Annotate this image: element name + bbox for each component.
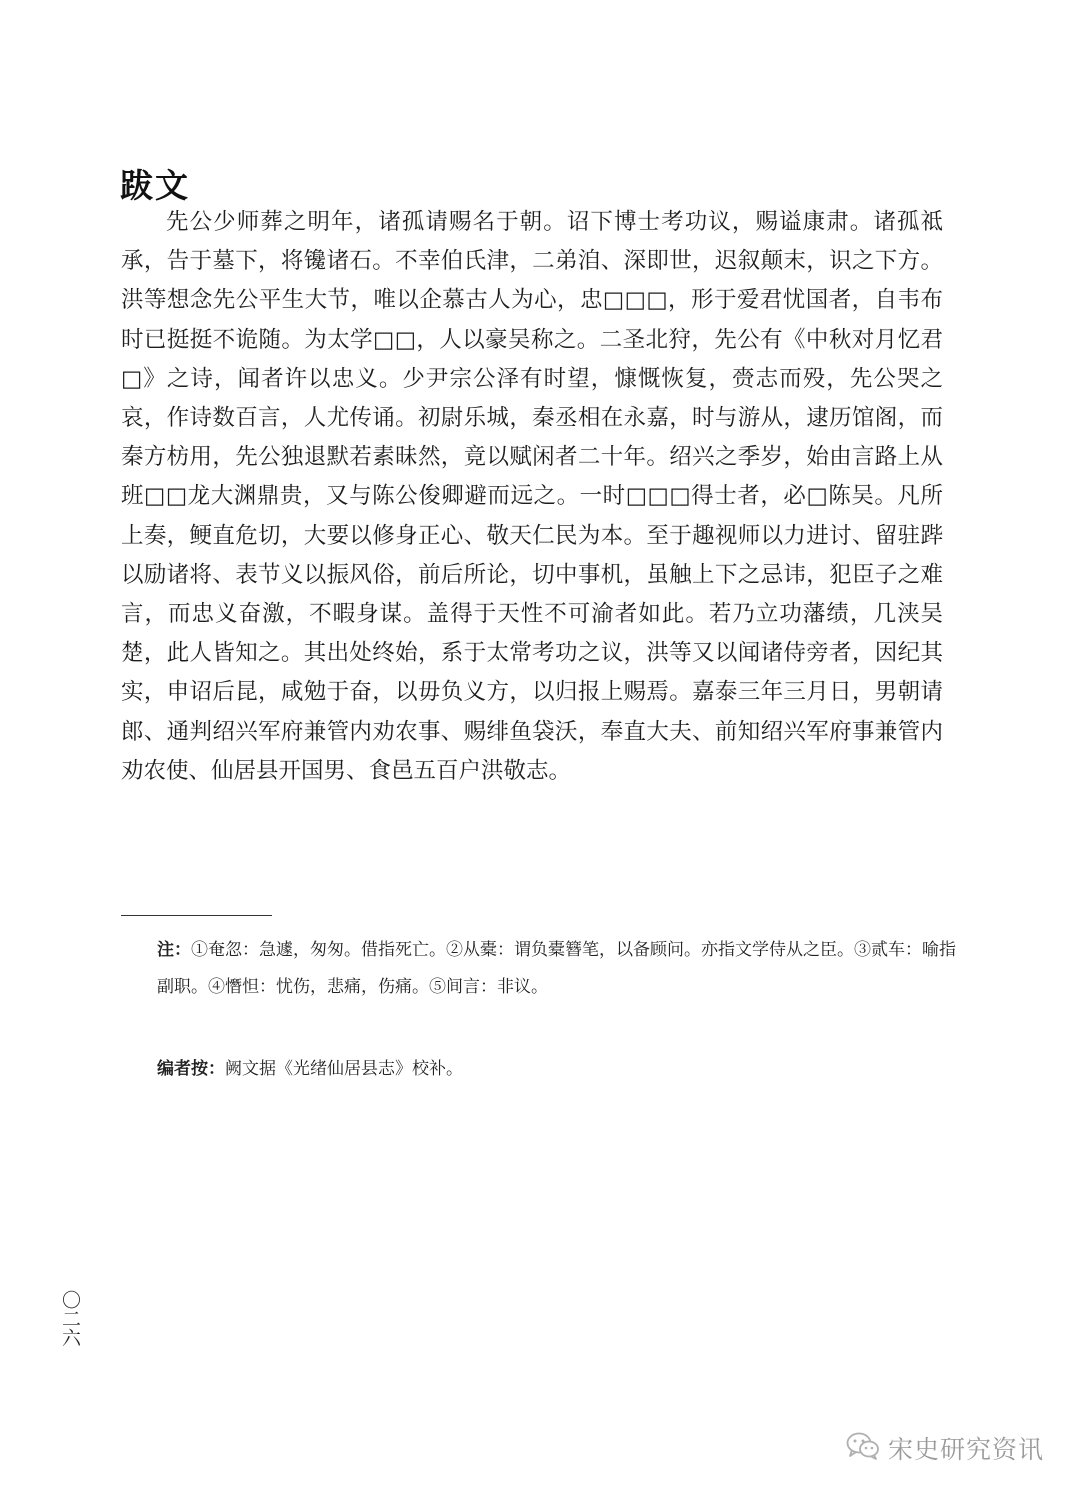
editor-note-text: 阙文据《光绪仙居县志》校补。 — [225, 1059, 463, 1079]
footnote — [157, 932, 957, 1006]
page-number: 〇二六 — [59, 1290, 81, 1347]
footnote-divider — [121, 915, 272, 916]
body-paragraph: 先公少师葬之明年，诸孤请赐名于朝。诏下博士考功议，赐谥康肃。诸孤祗承，告于墓下，将镵诸石。不幸伯氏津，二弟洎、深即世，迟叙颠末，识之下方。洪等想念先公平生大节，唯以企慕古人为心，忠□□□，形于爱君忧国者，自韦布时已挺挺不诡随。为太学□□，人以豪吴称之。二圣北狩，先公有《中秋对月忆君□》之诗，闻者许以忠义。少尹宗公泽有时望，慷慨恢复，赍志而殁，先公哭之哀，作诗数百言，人尤传诵。初尉乐城，秦丞相在永嘉，时与游从，逮历馆阁，而秦方枋用，先公独退默若素昧然，竟以赋闲者二十年。绍兴之季岁，始由言路上从班□□龙大渊鼎贵，又与陈公俊卿避而远之。一时□□□得士者，必□陈吴。凡所上奏，鲠直危切，大要以修身正心、敬天仁民为本。至于趣视师以力进讨、留驻跸以励诸将、表节义以振风俗，前后所论，切中事机，虽触上下之忌讳，犯臣子之难言，而忠义奋激，不暇身谋。盖得于天性不可渝者如此。若乃立功藩绩，几浃吴楚，此人皆知之。其出处终始，系于太常考功之议，洪等又以闻诸侍旁者，因纪其实，申诏后昆，咸勉于奋，以毋负义方，以归报上赐焉。嘉泰三年三月日，男朝请郎、通判绍兴军府兼管内劝农事、赐绯鱼袋沃，奉直大夫、前知绍兴军府事兼管内劝农使、仙居县开国男、食邑五百户洪敬志。 — [121, 209, 943, 784]
watermark — [846, 1428, 1044, 1468]
editor-note-label: 编者按： — [157, 1059, 225, 1079]
watermark-text: 宋史研究资讯 — [888, 1435, 1045, 1464]
footnote-text: ①奄忽：急遽，匆匆。借指死亡。②从橐：谓负橐簪笔，以备顾问。亦指文学侍从之臣。③贰车：喻指副职。④憯怛：忧伤，悲痛，伤痛。⑤间言：非议。 — [157, 940, 956, 997]
wechat-icon — [846, 1431, 880, 1465]
footnote-label: 注： — [157, 940, 191, 960]
editor-note — [157, 1054, 463, 1084]
page-title: 跋文 — [120, 166, 190, 206]
